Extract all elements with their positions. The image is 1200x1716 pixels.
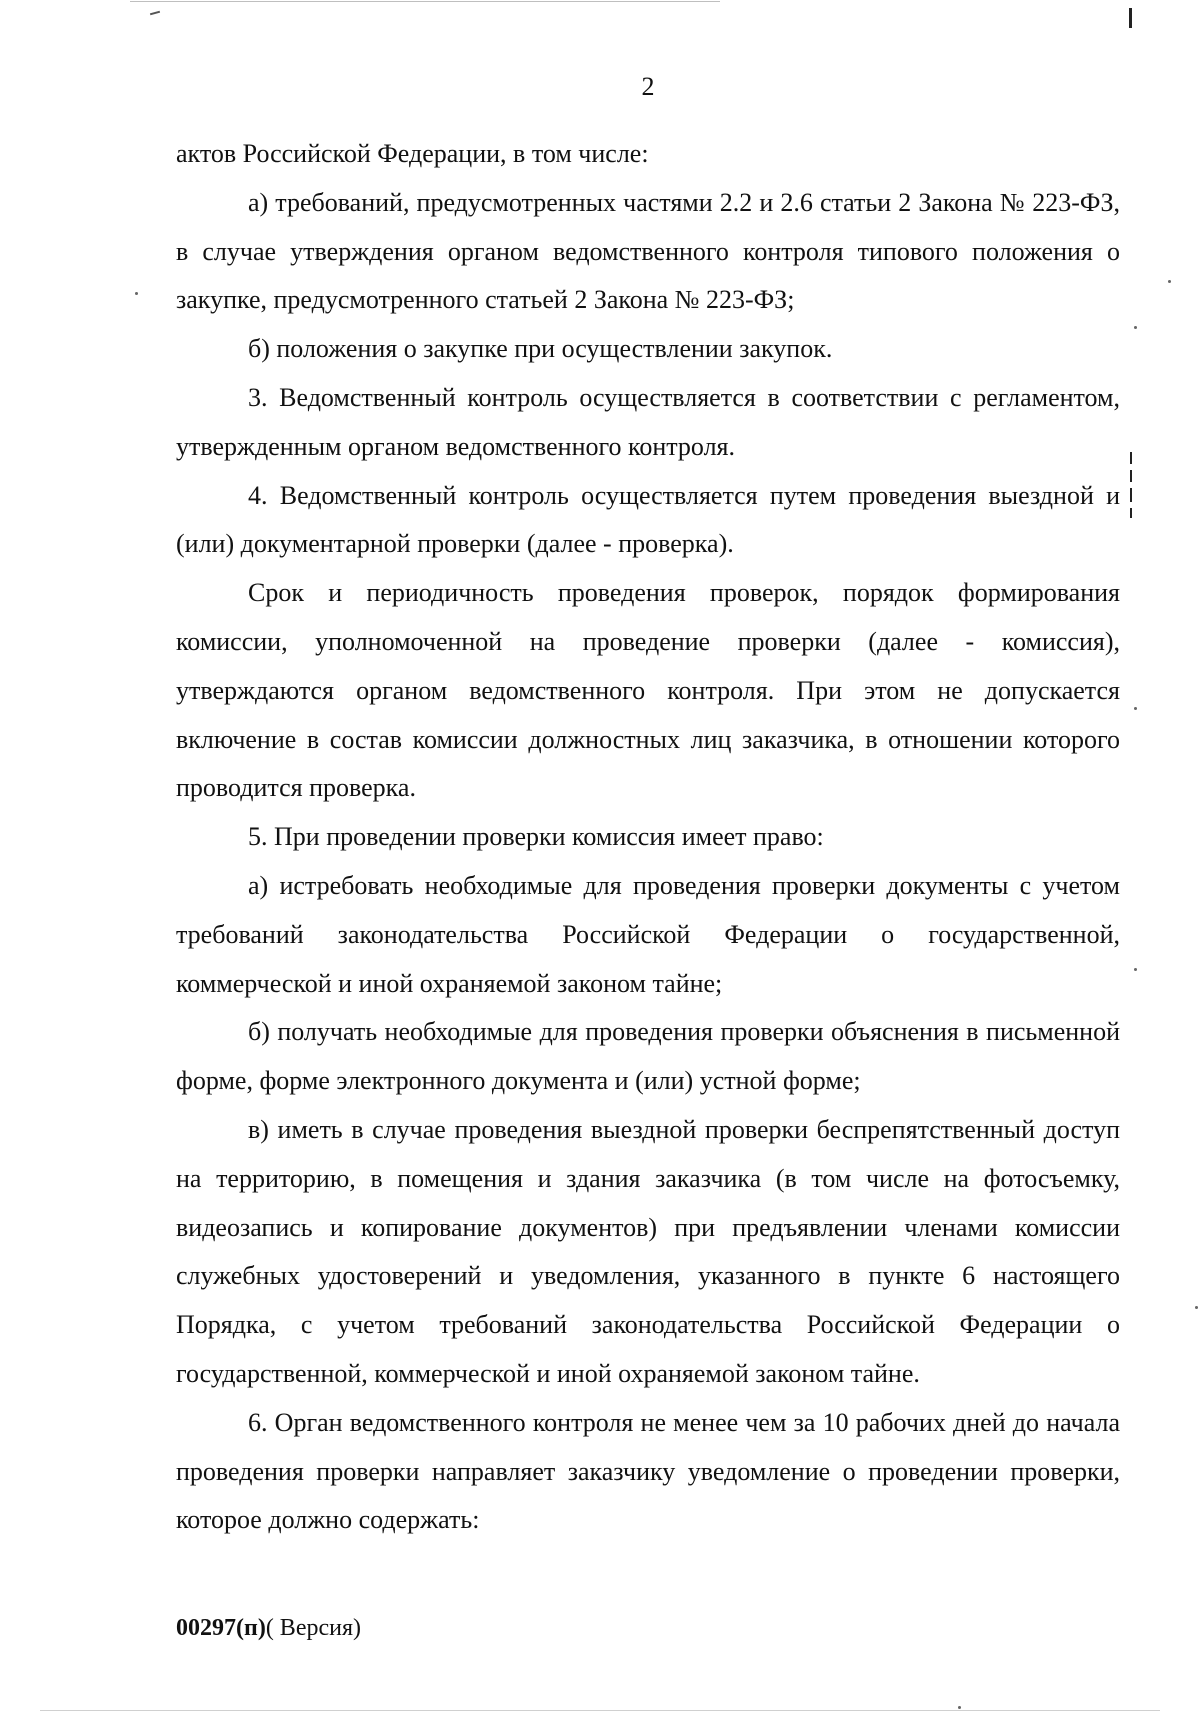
paragraph-3: 3. Ведомственный контроль осуществляется в соответствии с регламентом, утвержденным органом ведомственного контроля. — [176, 382, 1120, 461]
scan-speck — [1134, 326, 1137, 329]
paragraph-6: 6. Орган ведомственного контроля не менее чем за 10 рабочих дней до начала проведения проверки направляет заказчику уведомление о проведении проверки, которое должно содержать: — [176, 1407, 1120, 1535]
paragraph-5-item-v: в) иметь в случае проведения выездной проверки беспрепятственный доступ на территорию, в помещения и здания заказчика (в том числе на фотосъемку, видеозапись и копирование документов) при предъявлении членами комиссии служебных удостоверений и уведомления, указанного в пункте 6 настоящего Порядка, с учетом требований законодательства Российской Федерации о государственной, коммерческой и иной охраняемой законом тайне. — [176, 1114, 1120, 1388]
page-number: 2 — [641, 72, 655, 101]
scan-speck — [1134, 968, 1137, 971]
scan-mark — [1130, 488, 1132, 502]
scan-speck — [135, 292, 138, 295]
paragraph-item-b: б) положения о закупке при осуществлении закупок. — [248, 334, 833, 364]
document-body — [176, 130, 1120, 1545]
scan-speck — [1195, 1306, 1198, 1309]
scan-mark — [1130, 508, 1132, 518]
scan-mark — [150, 11, 160, 16]
footer-version: ( Версия) — [265, 1615, 361, 1641]
scan-speck — [1168, 280, 1171, 283]
paragraph-continuation: актов Российской Федерации, в том числе: — [176, 139, 649, 168]
scan-mark — [1130, 452, 1132, 464]
paragraph-5-item-b: б) получать необходимые для проведения проверки объяснения в письменной форме, форме электронного документа и (или) устной форме; — [176, 1017, 1120, 1096]
footer-code: 00297(п) — [176, 1615, 266, 1641]
scan-bottom-edge — [40, 1710, 1160, 1711]
paragraph-5: 5. При проведении проверки комиссия имеет право: — [248, 822, 824, 852]
paragraph-4: 4. Ведомственный контроль осуществляется путем проведения выездной и (или) документарной проверки (далее - проверка). — [176, 480, 1120, 559]
scan-speck — [1134, 707, 1137, 710]
paragraph-5-item-a: а) истребовать необходимые для проведения проверки документы с учетом требований законодательства Российской Федерации о государственной, коммерческой и иной охраняемой законом тайне; — [176, 870, 1120, 998]
paragraph-term-and-frequency: Срок и периодичность проведения проверок, порядок формирования комиссии, уполномоченной на проведение проверки (далее - комиссия), утверждаются органом ведомственного контроля. При этом не допускается включение в состав комиссии должностных лиц заказчика, в отношении которого проводится проверка. — [176, 578, 1120, 803]
scan-mark — [1129, 8, 1132, 28]
scan-mark — [1130, 470, 1132, 482]
paragraph-item-a: а) требований, предусмотренных частями 2.2 и 2.6 статьи 2 Закона № 223-ФЗ, в случае утверждения органом ведомственного контроля типового положения о закупке, предусмотренного статьей 2 Закона № 223-ФЗ; — [176, 187, 1120, 315]
scan-top-edge — [130, 1, 720, 2]
scan-speck — [958, 1706, 961, 1709]
document-footer-code — [176, 1615, 361, 1642]
